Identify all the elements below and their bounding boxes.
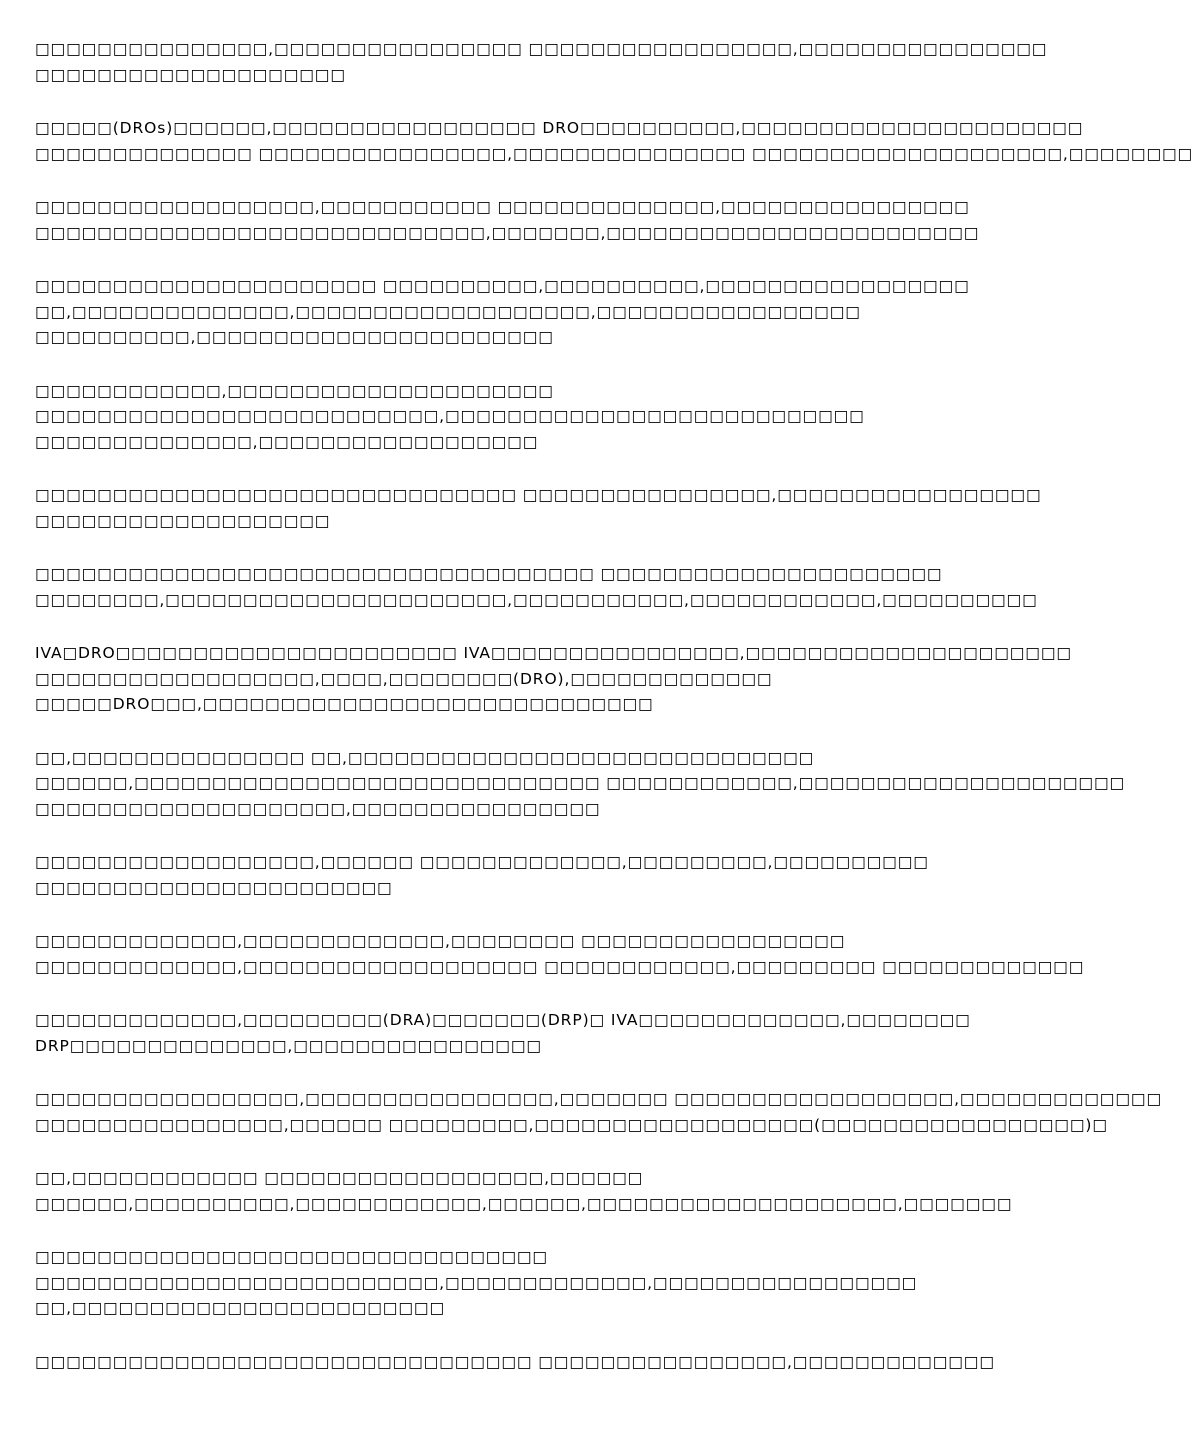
text-line: □□□□□□□□□□□□□□□□□□□□□□□□□□□□□□□□ □□□□□□□□□□□□□□□□,□□□□□□□□□□□□□ (35, 1352, 995, 1371)
text-line: □□□□□□□□□□□□□□□□□□□□□□□□□□,□□□□□□□□□□□□□,□□□□□□□□□□□□□□□□□ (35, 1273, 918, 1292)
text-line: □□□□□□,□□□□□□□□□□,□□□□□□□□□□□□,□□□□□□,□□□□□□□□□□□□□□□□□□□□,□□□□□□□ (35, 1194, 1013, 1213)
text-line: □□□□□□□□□□□□□□□,□□□□□□□□□□□□□□□□ □□□□□□□□□□□□□□□□□,□□□□□□□□□□□□□□□□ (35, 40, 1048, 58)
text-line: □□□□□□□□□□,□□□□□□□□□□□□□□□□□□□□□□□ (35, 328, 554, 346)
document-page (35, 37, 1193, 1403)
text-line: □□,□□□□□□□□□□□□□□□ □□,□□□□□□□□□□□□□□□□□□□□□□□□□□□□□□ (35, 748, 815, 767)
text-line: □□□□□□□□□□□□□,□□□□□□□□□□□□□□□□□□□ □□□□□□□□□□□□,□□□□□□□□□ □□□□□□□□□□□□□ (35, 957, 1085, 976)
text-line: □□□□□□□□□□□□□□□□□,□□□□□□□□□□□□□□□□,□□□□□□□ □□□□□□□□□□□□□□□□□□,□□□□□□□□□□□□□ (35, 1090, 1162, 1108)
text-line: □□□□□□□□□□□□□□□□□□□□□□□□□□□□□□□ □□□□□□□□□□□□□□□□,□□□□□□□□□□□□□□□□□ (35, 486, 1042, 504)
text-line: □□□□□□□□□□□□□□□□□□□□□□□□□□,□□□□□□□□□□□□□□□□□□□□□□□□□□□ (35, 407, 865, 425)
text-line: □□,□□□□□□□□□□□□□□,□□□□□□□□□□□□□□□□□□□,□□□□□□□□□□□□□□□□□ (35, 302, 861, 321)
text-line: □□□□□□□□□□□□□□□□□□□□□□□□□□□□□,□□□□□□□,□□□□□□□□□□□□□□□□□□□□□□□□ (35, 223, 980, 242)
text-line: □□,□□□□□□□□□□□□ □□□□□□□□□□□□□□□□□□,□□□□□□ (35, 1169, 644, 1187)
paragraph-6 (35, 483, 1042, 534)
text-line: □□□□□□□□□□□□□□ □□□□□□□□□□□□□□□□,□□□□□□□□□□□□□□□ □□□□□□□□□□□□□□□□□□□□,□□□□□□□□ (35, 144, 1193, 163)
text-line: □□□□□□□□□□□□□□□□□□□ (35, 511, 331, 530)
paragraph-16 (35, 1350, 995, 1376)
text-line: □□□□□□□□□□□□□,□□□□□□□□□(DRA)□□□□□□□(DRP)□ IVA□□□□□□□□□□□□□,□□□□□□□□ (35, 1011, 971, 1029)
paragraph-3 (35, 195, 995, 246)
paragraph-11 (35, 929, 1085, 980)
text-line: IVA□DRO□□□□□□□□□□□□□□□□□□□□□□ IVA□□□□□□□□□□□□□□□□,□□□□□□□□□□□□□□□□□□□□□ (35, 644, 1072, 662)
text-line: □□□□□□□□□□□□□,□□□□□□□□□□□□□,□□□□□□□□ □□□□□□□□□□□□□□□□□ (35, 932, 846, 950)
text-line: □□□□□□□□□□□□□□□□□□□□ (35, 65, 346, 84)
text-line: □□□□□□□□□□□□□□□□,□□□□□□ □□□□□□□□□,□□□□□□□□□□□□□□□□□□(□□□□□□□□□□□□□□□□□)□ (35, 1115, 1108, 1134)
paragraph-15 (35, 1245, 995, 1322)
text-line: □□□□□□□□□□□□,□□□□□□□□□□□□□□□□□□□□□ (35, 381, 554, 400)
text-line: □□□□□□□□□□□□□□,□□□□□□□□□□□□□□□□□□ (35, 432, 539, 451)
paragraph-9 (35, 746, 1126, 823)
text-line: □□□□□□□□□□□□□□□□□□□□,□□□□□□□□□□□□□□□□ (35, 799, 601, 818)
text-line: □□□□□DRO□□□,□□□□□□□□□□□□□□□□□□□□□□□□□□□□□ (35, 695, 654, 713)
paragraph-14 (35, 1166, 1013, 1217)
paragraph-13 (35, 1087, 1162, 1138)
text-line: □□□□□□□□□□□□□□□□□□□□□□ □□□□□□□□□□,□□□□□□□□□□,□□□□□□□□□□□□□□□□□ (35, 277, 970, 295)
paragraph-5 (35, 379, 995, 456)
paragraph-10 (35, 850, 995, 901)
text-line: DRP□□□□□□□□□□□□□□,□□□□□□□□□□□□□□□□ (35, 1036, 542, 1055)
paragraph-1 (35, 37, 1048, 88)
text-line: □□□□□□□□□□□□□□□□□□,□□□□,□□□□□□□□(DRO),□□□□□□□□□□□□□ (35, 669, 773, 688)
text-line: □□□□□□□□□□□□□□□□□□□□□□□□□□□□□□□□□ (35, 1248, 548, 1266)
text-line: □□□□□(DROs)□□□□□□,□□□□□□□□□□□□□□□□□ DRO□□□□□□□□□□,□□□□□□□□□□□□□□□□□□□□□□ (35, 119, 1084, 137)
text-line: □□,□□□□□□□□□□□□□□□□□□□□□□□□ (35, 1299, 445, 1317)
paragraph-2 (35, 116, 1193, 167)
text-line: □□□□□□□□□□□□□□□□□□□□□□□ (35, 878, 393, 897)
paragraph-4 (35, 274, 995, 351)
paragraph-12 (35, 1008, 995, 1059)
text-line: □□□□□□□□,□□□□□□□□□□□□□□□□□□□□□□,□□□□□□□□□□□,□□□□□□□□□□□□,□□□□□□□□□□ (35, 590, 1038, 609)
text-line: □□□□□□□□□□□□□□□□□□,□□□□□□ □□□□□□□□□□□□□,□□□□□□□□□,□□□□□□□□□□ (35, 853, 929, 871)
paragraph-7 (35, 562, 1038, 613)
text-line: □□□□□□□□□□□□□□□□□□,□□□□□□□□□□□ □□□□□□□□□□□□□□,□□□□□□□□□□□□□□□□ (35, 198, 970, 216)
text-line: □□□□□□,□□□□□□□□□□□□□□□□□□□□□□□□□□□□□□ □□□□□□□□□□□□,□□□□□□□□□□□□□□□□□□□□□ (35, 774, 1126, 792)
paragraph-8 (35, 641, 1072, 718)
text-line: □□□□□□□□□□□□□□□□□□□□□□□□□□□□□□□□□□□□ □□□□□□□□□□□□□□□□□□□□□□ (35, 565, 943, 583)
